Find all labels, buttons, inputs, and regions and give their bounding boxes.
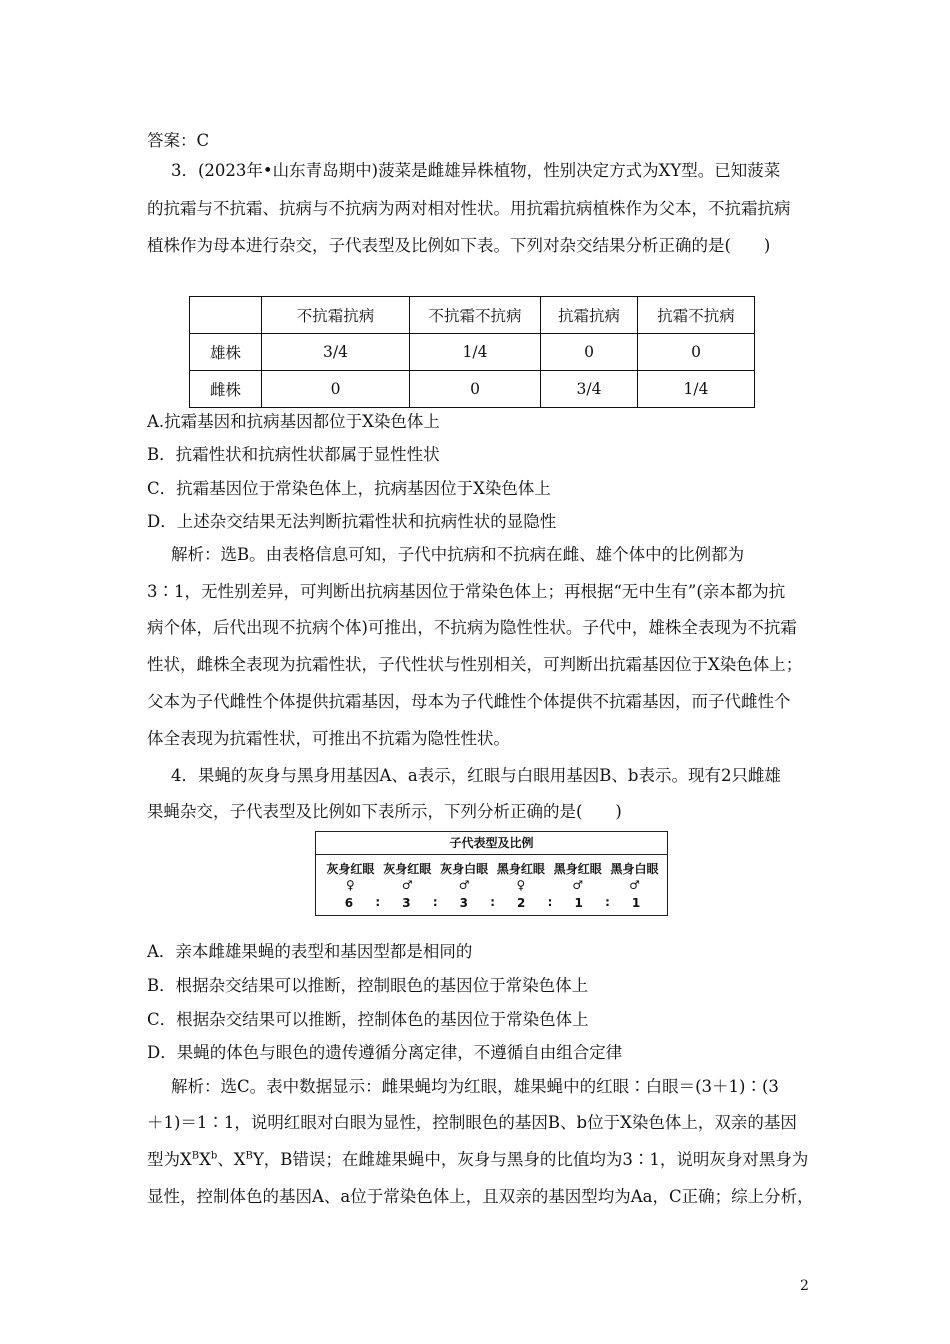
q3-analysis-line: 病个体，后代出现不抗病个体)可推出，不抗病为隐性性状。子代中，雄株全表现为不抗霜	[147, 618, 797, 637]
q4-option-d: D．果蝇的体色与眼色的遗传遵循分离定律，不遵循自由组合定律	[147, 1043, 623, 1062]
phenotype-label: 黑身红眼	[553, 862, 602, 876]
q3-result-table	[189, 296, 755, 408]
table-header-cell	[190, 297, 262, 334]
q3-stem-line1: 3．(2023年•山东青岛期中)菠菜是雌雄异株植物，性别决定方式为XY型。已知菠菜	[171, 161, 781, 180]
table-row	[190, 334, 755, 371]
text-run: 、X	[217, 1150, 246, 1169]
q3-analysis-line: 解析：选B。由表格信息可知，子代中抗病和不抗病在雌、雄个体中的比例都为	[171, 545, 745, 564]
table-header-cell: 抗霜抗病	[541, 297, 638, 334]
q4-analysis-line	[147, 1149, 817, 1171]
table-cell: 0	[262, 371, 410, 408]
superscript: B	[191, 1150, 200, 1162]
superscript: B	[245, 1150, 253, 1162]
previous-answer: 答案：C	[147, 131, 210, 150]
sex-symbol: ♂	[572, 878, 584, 892]
q4-analysis-line: 解析：选C。表中数据显示：雌果蝇均为红眼，雄果蝇中的红眼∶白眼＝(3＋1)∶(3	[171, 1077, 779, 1096]
ratio-colon: ∶	[605, 896, 610, 910]
sex-symbol: ♀	[346, 878, 355, 892]
q4-option-b: B．根据杂交结果可以推断，控制眼色的基因位于常染色体上	[147, 976, 589, 995]
phenotype-label: 黑身红眼	[496, 862, 545, 876]
sex-row	[322, 878, 663, 892]
ratio-colon: ∶	[548, 896, 552, 910]
ratio-colon: ∶	[490, 896, 495, 910]
table-header-cell: 不抗霜抗病	[262, 297, 410, 334]
ratio-value: 1	[631, 896, 641, 910]
q3-analysis-line: 体全表现为抗霜性状，可推出不抗霜为隐性性状。	[147, 729, 510, 748]
q4-offspring-ratio-figure	[315, 831, 668, 916]
table-cell: 1/4	[410, 334, 541, 371]
sex-symbol: ♂	[629, 878, 640, 892]
table-header-cell: 抗霜不抗病	[638, 297, 755, 334]
page-number: 2	[800, 1278, 809, 1294]
q3-analysis-line: 3∶1，无性别差异，可判断出抗病基因位于常染色体上；再根据“无中生有”(亲本都为抗	[147, 582, 786, 601]
q4-analysis-line: ＋1)＝1∶1，说明红眼对白眼为显性，控制眼色的基因B、b位于X染色体上，双亲的基因	[147, 1113, 797, 1132]
table-cell: 1/4	[638, 371, 755, 408]
q3-analysis-line: 父本为子代雌性个体提供抗霜基因，母本为子代雌性个体提供不抗霜基因，而子代雌性个	[147, 692, 791, 711]
q4-option-c: C．根据杂交结果可以推断，控制体色的基因位于常染色体上	[147, 1010, 589, 1029]
text-run: X	[199, 1150, 211, 1169]
phenotype-label: 灰身红眼	[383, 862, 432, 876]
table-header-row	[190, 297, 755, 334]
ratio-row	[322, 896, 663, 910]
figure-title: 子代表型及比例	[316, 832, 667, 855]
table-cell: 雌株	[190, 371, 262, 408]
table-row	[190, 371, 755, 408]
sex-symbol: ♀	[516, 878, 526, 892]
q4-stem-line2: 果蝇杂交，子代表型及比例如下表所示，下列分析正确的是( )	[147, 802, 622, 821]
text-run: Y，B错误；在雌雄果蝇中，灰身与黑身的比值均为3∶1，说明灰身对黑身为	[252, 1150, 809, 1169]
q3-stem-line3: 植株作为母本进行杂交，子代表型及比例如下表。下列对杂交结果分析正确的是( )	[147, 236, 771, 255]
text-run: 型为X	[147, 1150, 192, 1169]
phenotype-label: 黑身白眼	[610, 862, 659, 876]
table-header-cell: 不抗霜不抗病	[410, 297, 541, 334]
sex-symbol: ♂	[401, 878, 413, 892]
table-cell: 0	[541, 334, 638, 371]
ratio-value: 1	[574, 896, 583, 910]
q3-option-d: D．上述杂交结果无法判断抗霜性状和抗病性状的显隐性	[147, 512, 557, 531]
ratio-colon: ∶	[375, 896, 380, 910]
q3-stem-line2: 的抗霜与不抗霜、抗病与不抗病为两对相对性状。用抗霜抗病植株作为父本，不抗霜抗病	[147, 199, 791, 218]
phenotype-label: 灰身红眼	[326, 862, 375, 876]
q3-analysis-line: 性状，雌株全表现为抗霜性状，子代性状与性别相关，可判断出抗霜基因位于X染色体上；	[147, 655, 803, 674]
phenotype-label: 灰身白眼	[440, 862, 489, 876]
ratio-value: 3	[459, 896, 468, 910]
q4-option-a: A．亲本雌雄果蝇的表型和基因型都是相同的	[147, 942, 473, 961]
ratio-value: 6	[344, 896, 354, 910]
table-cell: 雄株	[190, 334, 262, 371]
table-cell: 0	[410, 371, 541, 408]
ratio-value: 3	[402, 896, 411, 910]
table-cell: 3/4	[541, 371, 638, 408]
table-cell: 3/4	[262, 334, 410, 371]
q3-option-b: B．抗霜性状和抗病性状都属于显性性状	[147, 445, 440, 464]
ratio-colon: ∶	[433, 896, 437, 910]
q3-option-a: A.抗霜基因和抗病基因都位于X染色体上	[147, 412, 440, 431]
ratio-value: 2	[517, 896, 526, 910]
superscript: b	[210, 1150, 218, 1162]
phenotype-row	[322, 860, 663, 877]
sex-symbol: ♂	[458, 878, 470, 892]
q4-stem-line1: 4．果蝇的灰身与黑身用基因A、a表示，红眼与白眼用基因B、b表示。现有2只雌雄	[171, 766, 781, 785]
q3-option-c: C．抗霜基因位于常染色体上，抗病基因位于X染色体上	[147, 479, 551, 498]
table-cell: 0	[638, 334, 755, 371]
q4-analysis-line: 显性，控制体色的基因A、a位于常染色体上，且双亲的基因型均为Aa，C正确；综上分析，	[147, 1187, 814, 1206]
